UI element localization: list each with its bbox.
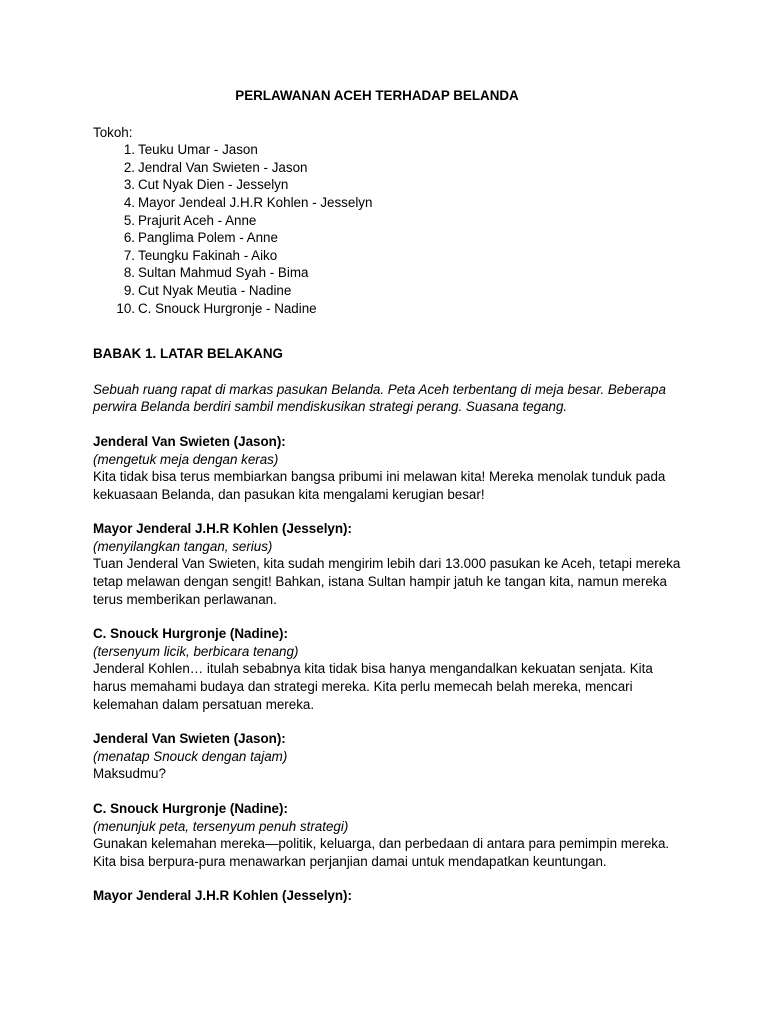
cast-item — [93, 212, 683, 230]
dialogue-line: Kita tidak bisa terus membiarkan bangsa pribumi ini melawan kita! Mereka menolak tunduk pada kekuasaan Belanda, dan pasukan kita mengalami kerugian besar! — [93, 469, 666, 502]
stage-direction: (menunjuk peta, tersenyum penuh strategi) — [93, 818, 349, 834]
stage-direction: (menatap Snouck dengan tajam) — [93, 748, 288, 764]
dialogue-line: Maksudmu? — [93, 766, 166, 782]
cast-text: Panglima Polem - Anne — [138, 230, 278, 246]
dialogue-line: Tuan Jenderal Van Swieten, kita sudah mengirim lebih dari 13.000 pasukan ke Aceh, tetapi mereka tetap melawan dengan sengit! Bahkan, istana Sultan hampir jatuh ke tangan kita, namun mereka terus memberikan perlawanan. — [93, 556, 681, 607]
dialogue-line: Gunakan kelemahan mereka—politik, keluarga, dan perbedaan di antara para pemimpin mereka. Kita bisa berpura-pura menawarkan perjanjian damai untuk mendapatkan keuntungan. — [93, 836, 670, 869]
document-page — [93, 87, 683, 922]
cast-item — [93, 282, 683, 300]
cast-text: Cut Nyak Dien - Jesselyn — [138, 177, 289, 193]
document-title: PERLAWANAN ACEH TERHADAP BELANDA — [235, 88, 519, 103]
scene-narration: Sebuah ruang rapat di markas pasukan Belanda. Peta Aceh terbentang di meja besar. Beberapa perwira Belanda berdiri sambil mendiskusikan strategi perang. Suasana tegang. — [93, 381, 666, 415]
cast-number: 1. — [123, 142, 135, 158]
stage-direction: (mengetuk meja dengan keras) — [93, 451, 279, 467]
speaker-name: Jenderal Van Swieten (Jason): — [93, 731, 286, 747]
cast-label: Tokoh: — [93, 124, 133, 140]
cast-text: Teuku Umar - Jason — [138, 142, 258, 158]
cast-text: Prajurit Aceh - Anne — [138, 212, 257, 228]
cast-text: C. Snouck Hurgronje - Nadine — [138, 300, 317, 316]
section-heading: BABAK 1. LATAR BELAKANG — [93, 346, 283, 362]
cast-number: 7. — [123, 247, 135, 263]
cast-item — [93, 264, 683, 282]
stage-direction: (menyilangkan tangan, serius) — [93, 538, 273, 554]
cast-item — [93, 229, 683, 247]
speaker-name: C. Snouck Hurgronje (Nadine): — [93, 801, 288, 816]
dialogue-block — [93, 887, 683, 905]
cast-item — [93, 247, 683, 265]
stage-direction: (tersenyum licik, berbicara tenang) — [93, 643, 299, 659]
cast-number: 2. — [123, 159, 135, 175]
cast-item — [93, 300, 683, 318]
cast-item — [93, 176, 683, 194]
dialogue-block — [93, 730, 683, 783]
cast-number: 5. — [123, 212, 135, 228]
dialogue-block — [93, 800, 683, 870]
cast-list — [93, 141, 683, 317]
dialogue-line: Jenderal Kohlen… itulah sebabnya kita tidak bisa hanya mengandalkan kekuatan senjata. Kita harus memahami budaya dan strategi mereka. Kita perlu memecah belah mereka, mencari kelemahan dalam persatuan mereka. — [93, 661, 653, 712]
cast-number: 4. — [123, 194, 135, 210]
cast-number: 8. — [123, 265, 135, 281]
cast-item — [93, 194, 683, 212]
cast-text: Teungku Fakinah - Aiko — [138, 247, 278, 263]
cast-number: 10. — [116, 300, 135, 316]
speaker-name: Mayor Jenderal J.H.R Kohlen (Jesselyn): — [93, 521, 352, 537]
cast-number: 9. — [123, 282, 135, 298]
speaker-name: Mayor Jenderal J.H.R Kohlen (Jesselyn): — [93, 888, 352, 904]
cast-number: 3. — [123, 177, 135, 193]
cast-text: Mayor Jendeal J.H.R Kohlen - Jesselyn — [138, 194, 373, 210]
dialogue-block — [93, 625, 683, 713]
speaker-name: C. Snouck Hurgronje (Nadine): — [93, 626, 288, 642]
cast-text: Cut Nyak Meutia - Nadine — [138, 282, 292, 298]
cast-text: Sultan Mahmud Syah - Bima — [138, 265, 309, 281]
cast-item — [93, 141, 683, 159]
speaker-name: Jenderal Van Swieten (Jason): — [93, 433, 286, 449]
cast-item — [93, 159, 683, 177]
cast-text: Jendral Van Swieten - Jason — [138, 159, 308, 175]
cast-number: 6. — [123, 230, 135, 246]
dialogue-block — [93, 520, 683, 608]
dialogue-block — [93, 433, 683, 503]
